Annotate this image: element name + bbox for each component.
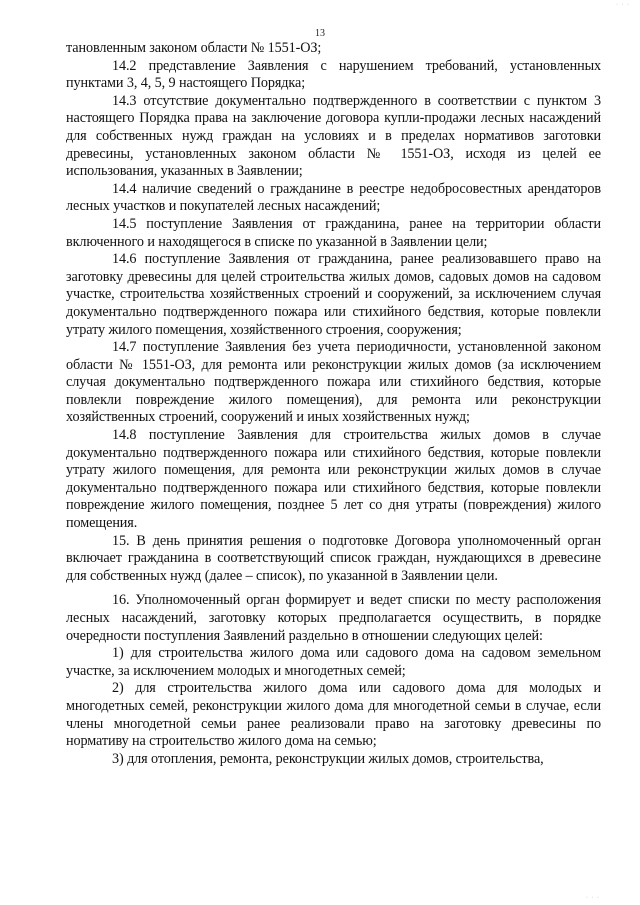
page-number: 13 (315, 28, 325, 39)
paragraph: 14.3 отсутствие документально подтвержденного в соответствии с пунктом 3 настоящего Порядка права на заключение договора купли-продажи лесных насаждений для собственных нужд граждан на условиях и в пределах нормативов заготовки древесины, установленных законом области № 1551-ОЗ, исходя из целей ее использования, указанных в Заявлении; (66, 92, 601, 180)
list-item: 2) для строительства жилого дома или садового дома для молодых и многодетных семей, реконструкции жилого дома для многодетной семьи в случае, если члены многодетной семьи ранее реализовали право на заготовку древесины по нормативу на строительство жилого дома на семью; (66, 680, 601, 750)
paragraph: 14.7 поступление Заявления без учета периодичности, установленной законом области № 1551-ОЗ, для ремонта или реконструкции жилых домов (за исключением случая документально подтвержденного пожара или стихийного бедствия, которые повлекли повреждение жилого помещения), для ремонта или реконструкции хозяйственных строений, сооружений и иных хозяйственных нужд; (66, 339, 601, 426)
paragraph: 15. В день принятия решения о подготовке Договора уполномоченный орган включает гражданина в соответствующий список граждан, нуждающихся в древесине для собственных нужд (далее – список), по указанной в Заявлении цели. (66, 532, 601, 584)
document-body (66, 40, 601, 768)
paragraph: 14.8 поступление Заявления для строительства жилых домов в случае документально подтвержденного пожара или стихийного бедствия, которые повлекли утрату жилого помещения, для ремонта или реконструкции жилых домов в случае документально подтвержденного пожара или стихийного бедствия, которые повлекли повреждение жилого помещения, позднее 5 лет со дня утраты (повреждения) жилого помещения. (66, 427, 601, 532)
scan-mark: · · · (586, 895, 600, 901)
paragraph: 14.2 представление Заявления с нарушением требований, установленных пунктами 3, 4, 5, 9 настоящего Порядка; (66, 57, 601, 92)
paragraph: 14.6 поступление Заявления от гражданина, ранее реализовавшего право на заготовку древесины для целей строительства жилых домов, садовых домов на садовом участке, строительства хозяйственных строений и сооружений, за исключением случая документально подтвержденного пожара или стихийного бедствия, которые повлекли утрату жилого помещения, хозяйственного строения, сооружения; (66, 251, 601, 338)
paragraph: 14.4 наличие сведений о гражданине в реестре недобросовестных арендаторов лесных участков и покупателей лесных насаждений; (66, 180, 601, 215)
list-item: 1) для строительства жилого дома или садового дома на садовом земельном участке, за исключением молодых и многодетных семей; (66, 645, 601, 679)
scan-mark: · · · (616, 2, 630, 8)
paragraph: тановленным законом области № 1551-ОЗ; (66, 40, 322, 56)
paragraph: 14.5 поступление Заявления от гражданина, ранее на территории области включенного и находящегося в списке по указанной в Заявлении цели; (66, 215, 601, 250)
list-item: 3) для отопления, ремонта, реконструкции жилых домов, строительства, (112, 750, 544, 767)
paragraph: 16. Уполномоченный орган формирует и ведет списки по месту расположения лесных насаждений, заготовку которых предполагается осуществить, в порядке очередности поступления Заявлений раздельно в отношении следующих целей: (66, 592, 601, 644)
